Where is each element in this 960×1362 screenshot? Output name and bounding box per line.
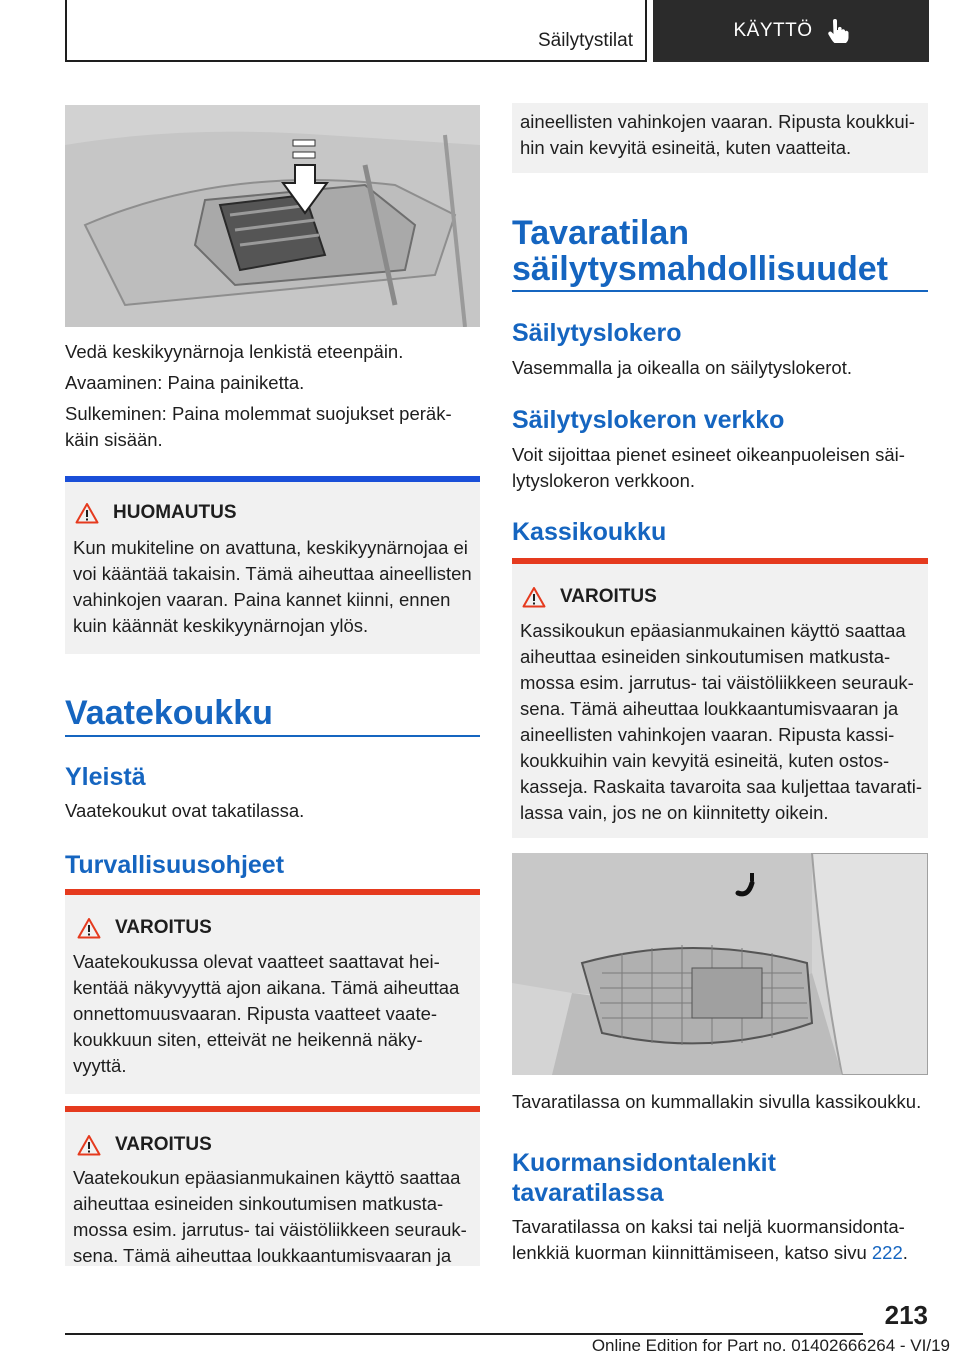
heading-storage-net: Säilytyslokeron verkko: [512, 406, 785, 434]
warning-title-row: [522, 586, 657, 608]
warning-line: lassa vain, jos ne on kiinnitetty oikein.: [520, 802, 829, 823]
notice-title-row: [75, 502, 237, 524]
notice-box: [65, 476, 480, 654]
heading-lashing-line1: Kuormansidontalenkit: [512, 1149, 776, 1177]
warning-box: [512, 558, 928, 838]
warning-line: Kassikoukun epäasianmukainen käyttö saattaa: [520, 620, 906, 641]
armrest-illustration: [65, 105, 480, 327]
armrest-drawing: [65, 105, 480, 327]
paragraph-general: Vaatekoukut ovat takatilassa.: [65, 800, 305, 821]
warning-line: kasseja. Raskaita tavaroita saa kuljettaa tavarati-: [520, 776, 923, 797]
heading-cargo-storage-line1: Tavaratilan: [512, 214, 690, 252]
header-chapter-tab[interactable]: [653, 0, 929, 62]
heading-rule: [65, 735, 480, 737]
paragraph-net-line1: Voit sijoittaa pienet esineet oikeanpuoleisen säi-: [512, 444, 905, 465]
heading-bag-hook: Kassikoukku: [512, 518, 667, 546]
footer-rule: [65, 1333, 863, 1335]
paragraph-net-line2: lytyslokeron verkkoon.: [512, 470, 696, 491]
header-chapter-label: KÄYTTÖ: [733, 20, 813, 41]
paragraph-closing-line1: Sulkeminen: Paina molemmat suojukset peräk-: [65, 403, 452, 424]
warning-triangle-icon: [75, 502, 99, 524]
warning-line: aiheuttaa esineiden sinkoutumisen matkusta-: [520, 646, 891, 667]
paragraph-opening: Avaaminen: Paina painiketta.: [65, 372, 305, 393]
warning-line: vyyttä.: [73, 1055, 127, 1076]
heading-general: Yleistä: [65, 763, 146, 791]
page-reference-link[interactable]: 222: [871, 1242, 903, 1263]
warning-title-row: [77, 917, 212, 939]
warning-triangle-icon: [77, 1134, 101, 1156]
notice-line: kuin käännät keskikyynärnojan ylös.: [73, 615, 369, 636]
heading-rule: [512, 290, 928, 292]
warning-line: hin vain kevyitä esineitä, kuten vaatteita.: [520, 137, 852, 158]
warning-line: mossa esim. jarrutus- tai väistöliikkeen seurauk-: [73, 1219, 467, 1240]
notice-line: voi kääntää takaisin. Tämä aiheuttaa aineellisten: [73, 563, 472, 584]
warning-line: aineellisten vahinkojen vaaran. Ripusta koukkui-: [520, 111, 915, 132]
warning-bar: [65, 889, 480, 895]
heading-safety: Turvallisuusohjeet: [65, 851, 285, 879]
warning-title: VAROITUS: [115, 1134, 212, 1155]
caption-bag-hook: Tavaratilassa on kummallakin sivulla kassikoukku.: [512, 1091, 922, 1112]
heading-lashing-line2: tavaratilassa: [512, 1179, 664, 1207]
warning-line: aineellisten vahinkojen vaaran. Ripusta kassi-: [520, 724, 895, 745]
warning-triangle-icon: [77, 917, 101, 939]
warning-box: [65, 889, 480, 1094]
heading-cargo-storage-line2: säilytysmahdollisuudet: [512, 250, 888, 288]
warning-line: sena. Tämä aiheuttaa loukkaantumisvaaran ja: [520, 698, 899, 719]
paragraph-closing-line2: käin sisään.: [65, 429, 163, 450]
warning-title: VAROITUS: [560, 586, 657, 607]
paragraph-lashing-line1: Tavaratilassa on kaksi tai neljä kuormansidonta-: [512, 1216, 905, 1237]
cargo-net-drawing: [512, 853, 928, 1075]
paragraph-lashing-text: lenkkiä kuorman kiinnittämiseen, katso sivu: [512, 1242, 872, 1263]
warning-line: kentää näkyvyyttä ajon aikana. Tämä aiheuttaa: [73, 977, 460, 998]
notice-line: Kun mukiteline on avattuna, keskikyynärnojaa ei: [73, 537, 468, 558]
warning-bar: [65, 1106, 480, 1112]
pointing-hand-icon: [827, 19, 849, 43]
warning-box: [65, 1106, 480, 1266]
warning-line: Vaatekoukun epäasianmukainen käyttö saattaa: [73, 1167, 461, 1188]
footer-edition: Online Edition for Part no. 01402666264 - VI/19: [591, 1336, 950, 1355]
warning-line: aiheuttaa esineiden sinkoutumisen matkusta-: [73, 1193, 444, 1214]
warning-line: mossa esim. jarrutus- tai väistöliikkeen seurauk-: [520, 672, 914, 693]
paragraph-lashing-line2: [512, 1239, 908, 1267]
warning-line: sena. Tämä aiheuttaa loukkaantumisvaaran ja: [73, 1245, 452, 1266]
warning-continuation-box: [512, 103, 928, 173]
heading-storage-compartment: Säilytyslokero: [512, 319, 682, 347]
warning-bar: [512, 558, 928, 564]
header-section-box: [65, 0, 647, 62]
warning-title-row: [77, 1134, 212, 1156]
warning-title: VAROITUS: [115, 917, 212, 938]
notice-bar: [65, 476, 480, 482]
warning-line: koukkuihin vain kevyitä esineitä, kuten ostos-: [520, 750, 890, 771]
notice-line: vahinkojen vaaran. Paina kannet kiinni, ennen: [73, 589, 451, 610]
page-number: 213: [884, 1300, 928, 1330]
cargo-net-illustration: [512, 853, 928, 1075]
warning-line: onnettomuusvaaran. Ripusta vaatteet vaate-: [73, 1003, 438, 1024]
paragraph-pull-armrest: Vedä keskikyynärnoja lenkistä eteenpäin.: [65, 341, 404, 362]
paragraph-compartment: Vasemmalla ja oikealla on säilytyslokerot.: [512, 357, 853, 378]
heading-clothes-hook: Vaatekoukku: [65, 694, 273, 732]
header-section-title: Säilytystilat: [537, 30, 633, 51]
warning-line: koukkuun siten, etteivät ne heikennä näky-: [73, 1029, 423, 1050]
notice-title: HUOMAUTUS: [113, 502, 237, 523]
warning-line: Vaatekoukussa olevat vaatteet saattavat hei-: [73, 951, 440, 972]
warning-triangle-icon: [522, 586, 546, 608]
paragraph-lashing-end: .: [902, 1242, 908, 1263]
